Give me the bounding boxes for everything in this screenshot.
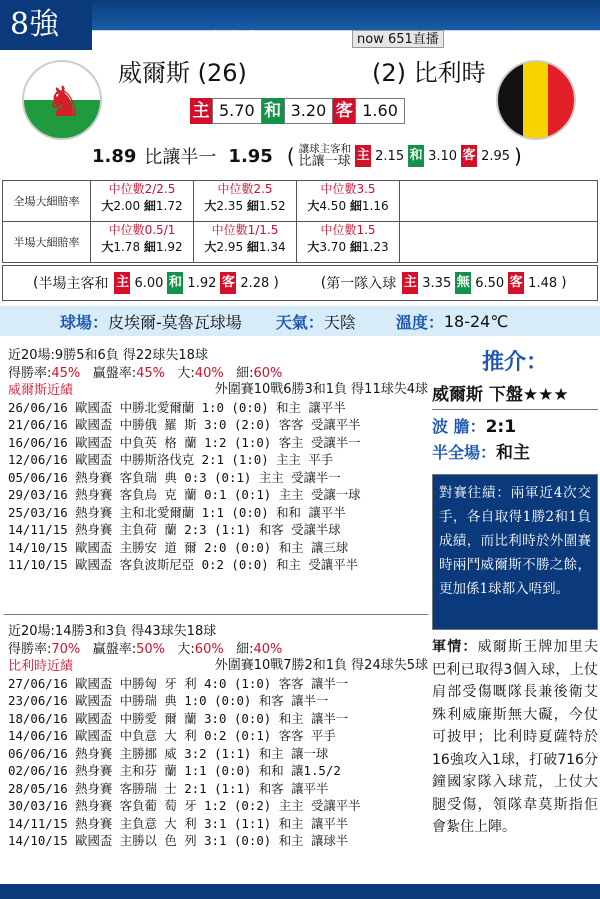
home-odds: 5.70 [212, 98, 262, 124]
first-goal-label: 第一隊入球 [326, 276, 397, 292]
match-row: 14/11/15 熱身賽 主負意 大 利 3:1 (1:1) 和主 讓平半 [8, 815, 349, 831]
odds-1x2 [190, 98, 405, 124]
away-record-list [8, 675, 428, 850]
away-tag: 客 [333, 98, 355, 124]
match-row: 18/06/16 歐國盃 中勝愛 爾 蘭 3:0 (0:0) 和主 讓半一 [8, 710, 349, 726]
halftime-goals-row [2, 221, 598, 263]
match-row: 26/06/16 歐國盃 中勝北愛爾蘭 1:0 (0:0) 和主 讓平半 [8, 399, 346, 415]
temp-label: 溫度： [395, 312, 444, 332]
home-record-list [8, 399, 428, 574]
match-row: 16/06/16 歐國盃 中負英 格 蘭 1:2 (1:0) 客主 受讓半一 [8, 434, 361, 450]
home-tag: 主 [190, 98, 212, 124]
hcp-away-odds: 1.95 [228, 145, 273, 167]
match-row: 14/10/15 歐國盃 主勝以 色 列 3:1 (0:0) 和主 讓球半 [8, 833, 349, 848]
news-text: 威爾斯王牌加里夫巴利已取得3個入球，上仗肩部受傷嘅隊長兼後衛艾殊利威廉斯無大礙，今仗可披甲；比利時夏薩特於16強攻入1球，打破716分鐘國家隊入球荒，上仗大腿受傷，領隊韋莫斯指佢會紮住上陣。 [432, 639, 599, 835]
match-row: 29/03/16 熱身賽 客負烏 克 蘭 0:1 (0:1) 主主 受讓一球 [8, 487, 361, 502]
hcp-line: 比讓半一 [144, 147, 217, 168]
value: 1.92 [187, 275, 217, 291]
hcp-d: 3.10 [428, 148, 458, 164]
half-1x2-label: 半場主客和 [38, 276, 109, 292]
match-row: 28/05/16 熱身賽 客勝瑞 士 2:1 (1:1) 和客 讓平半 [8, 780, 329, 796]
away-qualifier-summary: 外圍賽10戰7勝2和1負 得24球失5球 [214, 658, 428, 673]
value: 3.35 [422, 275, 452, 291]
home-record-title: 威爾斯近績 [8, 383, 74, 398]
paren-open: ( [286, 144, 295, 168]
tips-pick: 威爾斯 下盤★★★ [432, 380, 598, 410]
home-summary: 近20場:9勝5和6負 得22球失18球 [8, 348, 208, 363]
home-qualifier-summary: 外圍賽10戰6勝3和1負 得11球失4球 [214, 382, 428, 397]
handicap-row [92, 142, 522, 170]
match-row: 23/06/16 歐國盃 中勝瑞 典 1:0 (0:0) 和客 讓半一 [8, 693, 329, 708]
value: 6.00 [134, 275, 164, 291]
match-row: 27/06/16 歐國盃 中勝匈 牙 利 4:0 (1:0) 客客 讓半一 [8, 675, 349, 691]
belgium-flag-icon [496, 60, 576, 140]
tag: 主 [114, 272, 130, 294]
venue: 皮埃爾-莫魯瓦球場 [108, 312, 242, 332]
hcp-h: 2.15 [375, 148, 405, 164]
value: 6.50 [475, 275, 505, 291]
tips-title: 推介： [481, 350, 548, 375]
round-badge: 8強 [0, 0, 92, 50]
match-row: 12/06/16 歐國盃 中勝斯洛伐克 2:1 (1:0) 主主 平手 [8, 452, 334, 467]
wales-flag-icon: ♞ [22, 60, 102, 140]
draw-tag: 和 [262, 98, 284, 124]
hcp-h-tag: 主 [355, 145, 371, 167]
away-record-title: 比利時近績 [8, 659, 74, 674]
kickoff-time: 周六3:00am [460, 30, 560, 50]
extra-odds-row: ( 半場主客和 主 6.00 和 1.92 客 2.28 ) ( 第一隊入球 主 3.35 無 6.50 客 1.48 ) [2, 265, 598, 301]
away-record-section [8, 622, 428, 850]
halffull-pick: 和主 [496, 443, 531, 463]
venue-label: 球場： [60, 312, 109, 332]
score-pick: 2:1 [485, 417, 517, 437]
bs-cell: 中位數1.5 大3.70 細1.23 [297, 222, 400, 262]
match-row: 30/03/16 熱身賽 客負葡 萄 牙 1:2 (0:2) 主主 受讓平半 [8, 798, 361, 813]
tag: 和 [167, 272, 183, 294]
footer-bar [0, 884, 600, 899]
meeting-number: 馬會編號：(五) 1 [190, 30, 326, 50]
home-rates: 得勝率:45% 贏盤率:45% 大:40% 細:60% [8, 365, 283, 381]
paren-close: ) [514, 144, 522, 168]
halffull-label: 半全場： [432, 443, 497, 462]
home-record-section [8, 346, 428, 574]
weather-label: 天氣： [275, 312, 324, 332]
away-team: (2) 比利時 [372, 59, 486, 87]
bs-cell: 中位數2.5 大2.35 細1.52 [194, 181, 297, 221]
hcp-home-odds: 1.89 [92, 145, 137, 167]
venue-bar [0, 306, 600, 336]
match-row: 25/03/16 熱身賽 主和北愛爾蘭 1:1 (0:0) 和和 讓平半 [8, 504, 346, 520]
hcp-a: 2.95 [481, 148, 511, 164]
news-label: 軍情： [432, 639, 478, 655]
row-label: 全場大細賠率 [3, 181, 91, 221]
match-row: 21/06/16 歐國盃 中勝俄 羅 斯 3:0 (2:0) 客客 受讓平半 [8, 417, 361, 432]
match-row: 14/11/15 熱身賽 主負荷 蘭 2:3 (1:1) 和客 受讓半球 [8, 522, 341, 537]
match-row: 06/06/16 熱身賽 主勝挪 威 3:2 (1:1) 和主 讓一球 [8, 745, 329, 761]
temp: 18-24℃ [443, 311, 509, 331]
value: 2.28 [240, 275, 270, 291]
match-row: 02/06/16 熱身賽 主和芬 蘭 1:1 (0:0) 和和 讓1.5/2 [8, 763, 341, 778]
match-row: 11/10/15 歐國盃 客負波斯尼亞 0:2 (0:0) 和主 受讓平半 [8, 557, 358, 572]
score-label: 波 膽： [432, 417, 486, 436]
tips-panel [432, 346, 598, 839]
match-row: 05/06/16 熱身賽 客負瑞 典 0:3 (0:1) 主主 受讓半一 [8, 469, 341, 485]
fulltime-goals-row [2, 180, 598, 222]
news-box [432, 636, 598, 839]
draw-odds: 3.20 [284, 98, 334, 124]
hcp-a-tag: 客 [461, 145, 477, 167]
match-row: 14/10/15 歐國盃 主勝安 道 爾 2:0 (0:0) 和主 讓三球 [8, 539, 349, 555]
bs-cell: 中位數3.5 大4.50 細1.16 [297, 181, 400, 221]
tag: 客 [220, 272, 236, 294]
match-row: 14/06/16 歐國盃 中負意 大 利 0:2 (0:1) 客客 平手 [8, 728, 336, 743]
tag: 無 [455, 272, 471, 294]
tag: 客 [508, 272, 524, 294]
away-summary: 近20場:14勝3和3負 得43球失18球 [8, 624, 217, 639]
live-channel-badge: now 651直播 [352, 30, 444, 48]
away-odds: 1.60 [355, 98, 405, 124]
bs-cell: 中位數0.5/1 大1.78 細1.92 [91, 222, 194, 262]
weather: 天陰 [323, 312, 356, 332]
hcp-1x2-label: 讓球主客和 比讓一球 [298, 143, 352, 169]
tag: 主 [402, 272, 418, 294]
bs-cell: 中位數2/2.5 大2.00 細1.72 [91, 181, 194, 221]
value: 1.48 [528, 275, 558, 291]
row-label: 半場大細賠率 [3, 222, 91, 262]
bs-cell: 中位數1/1.5 大2.95 細1.34 [194, 222, 297, 262]
hcp-d-tag: 和 [408, 145, 424, 167]
home-team: 威爾斯 (26) [118, 59, 247, 87]
divider [4, 614, 428, 615]
away-rates: 得勝率:70% 贏盤率:50% 大:60% 細:40% [8, 641, 283, 657]
h2h-box: 對賽往績：兩軍近4次交手，各自取得1勝2和1負成績，而比利時於外圍賽時兩鬥威爾斯不勝之餘，更加係1球都入唔到。 [432, 474, 598, 630]
